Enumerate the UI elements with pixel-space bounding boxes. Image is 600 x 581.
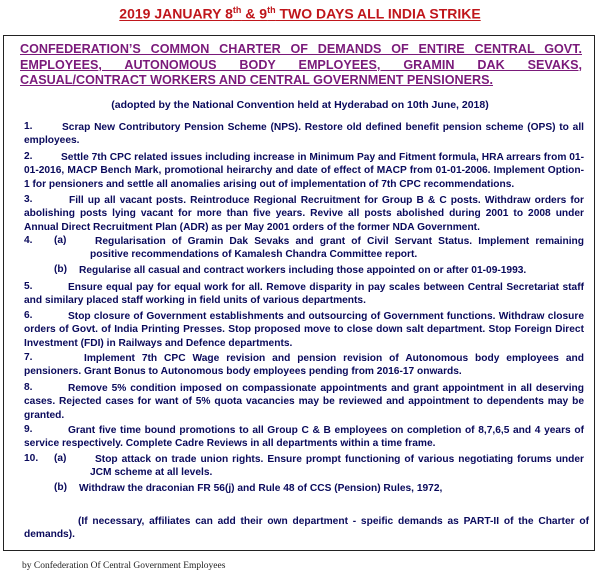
demand-item: Scrap New Contributory Pension Scheme (NPS). Restore old defined benefit pension scheme (OPS) to all employees.: [24, 122, 584, 147]
demand-item: Stop closure of Government establishments and outsourcing of Government functions. Withdraw closure orders of Govt. of India Printing Presses. Stop proposed move to close down salt department. Stop Foreign Direct Investment (FDI) in Railways and Defence departments.: [24, 311, 584, 349]
item-number: 5.: [24, 281, 33, 292]
sub-item-label: (b): [54, 482, 68, 493]
item-number: 4.: [24, 235, 33, 246]
item-number: 1.: [24, 121, 33, 132]
sub-item-label: (a): [54, 235, 67, 246]
item-number: 3.: [24, 194, 33, 205]
demand-item: Implement 7th CPC Wage revision and pension revision of Autonomous body employees and pensioners. Grant Bonus to Autonomous body employees pending from 2016-17 onwards.: [24, 353, 584, 378]
sub-item-label: (b): [54, 264, 68, 275]
item-number: 6.: [24, 310, 33, 321]
item-number: 10.: [24, 453, 39, 464]
item-number: 9.: [24, 424, 33, 435]
item-number: 2.: [24, 151, 33, 162]
demand-item: Regularise all casual and contract workers including those appointed on or after 01-09-1993.: [79, 265, 527, 276]
footer-credit: by Confederation Of Central Government Employees: [22, 561, 226, 571]
adoption-note: (adopted by the National Convention held at Hyderabad on 10th June, 2018): [111, 99, 489, 111]
demand-item: Remove 5% condition imposed on compassionate appointments and grant appointment in all deserving cases. Rejected cases for want of 5% quota vacancies may be reviewed and appointment to dependents may be granted.: [24, 383, 584, 421]
demand-item: Stop attack on trade union rights. Ensure prompt functioning of various negotiating forums under JCM scheme at all levels.: [90, 454, 584, 479]
demand-item: Settle 7th CPC related issues including increase in Minimum Pay and Fitment formula, HRA arrears from 01-01-2016, MACP Bench Mark, promotional heirarchy and date of effect of MACP from 01-01-2006. Implement Option-1 for pensioners and settle all anomalies arising out of implementation of 7th CPC recommendations.: [24, 152, 584, 190]
demand-item: Ensure equal pay for equal work for all. Remove disparity in pay scales between Central Secretariat staff and similary placed staff working in field units of various departments.: [24, 282, 584, 307]
demand-item: Fill up all vacant posts. Reintroduce Regional Recruitment for Group B & C posts. Withdraw orders for abolishing posts lying vacant for more than five years. Revive all posts abolished during 2001 to 2008 under Annual Direct Recruitment Plan (ADR) as per May 2001 orders of the former NDA Government.: [24, 195, 584, 233]
charter-heading: CONFEDERATION’S COMMON CHARTER OF DEMANDS OF ENTIRE CENTRAL GOVT. EMPLOYEES, AUTONOMOUS BODY EMPLOYEES, GRAMIN DAK SEVAKS, CASUAL/CONTRACT WORKERS AND CENTRAL GOVERNMENT PENSIONERS.: [20, 42, 582, 87]
demand-item: Grant five time bound promotions to all Group C & B employees on completion of 8,7,6,5 and 4 years of service respectively. Complete Cadre Reviews in all departments within a time frame.: [24, 425, 584, 450]
sub-item-label: (a): [54, 453, 67, 464]
item-number: 7.: [24, 352, 33, 363]
demand-item: Withdraw the draconian FR 56(j) and Rule 48 of CCS (Pension) Rules, 1972,: [79, 483, 443, 494]
item-number: 8.: [24, 382, 33, 393]
affiliates-note: (If necessary, affiliates can add their own department - speific demands as PART-II of the Charter of demands).: [24, 516, 589, 541]
demand-item: Regularisation of Gramin Dak Sevaks and grant of Civil Servant Status. Implement remaining positive recommendations of Kamalesh Chandra Committee report.: [90, 236, 584, 261]
page-title: 2019 JANUARY 8th & 9th TWO DAYS ALL INDIA STRIKE: [119, 5, 481, 22]
